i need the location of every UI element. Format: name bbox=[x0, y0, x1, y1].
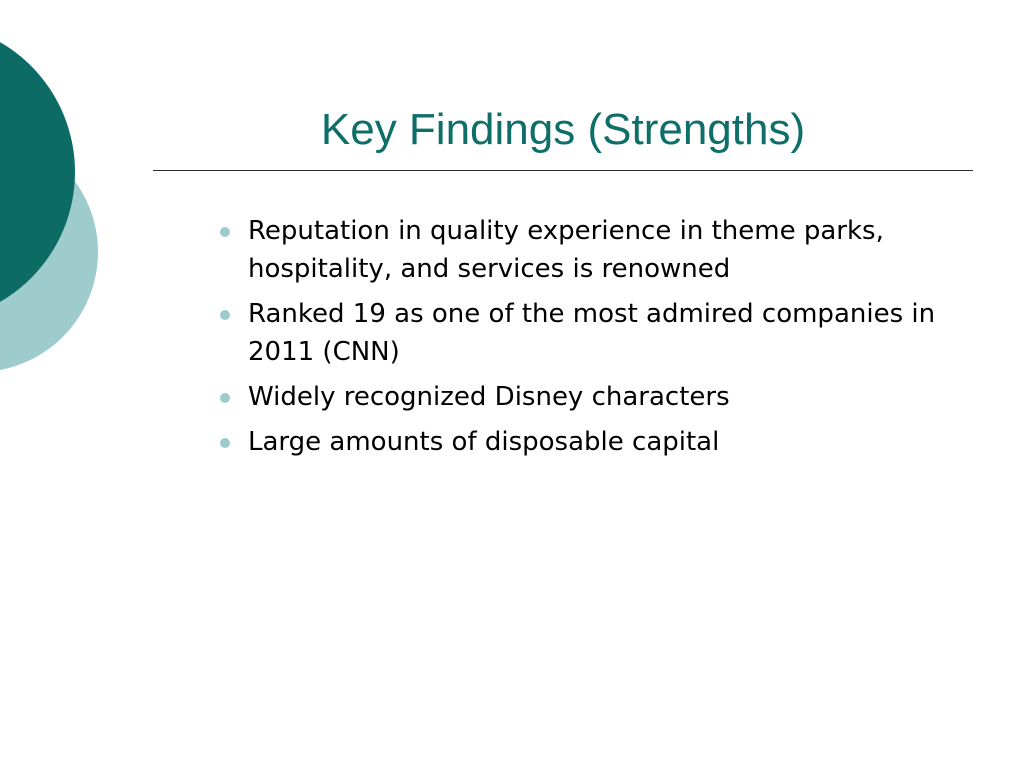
bullet-dot-icon bbox=[220, 393, 230, 403]
bullet-dot-icon bbox=[220, 227, 230, 237]
slide-title: Key Findings (Strengths) bbox=[320, 105, 806, 154]
bullet-text: Widely recognized Disney characters bbox=[248, 382, 730, 412]
bullet-list bbox=[214, 212, 974, 468]
bullet-item bbox=[214, 378, 974, 416]
bullet-dot-icon bbox=[220, 310, 230, 320]
decorative-circles bbox=[0, 0, 110, 410]
bullet-dot-icon bbox=[220, 438, 230, 448]
bullet-item bbox=[214, 212, 974, 288]
bullet-text: Reputation in quality experience in theme parks, hospitality, and services is renowned bbox=[248, 216, 884, 284]
bullet-text: Ranked 19 as one of the most admired companies in 2011 (CNN) bbox=[248, 299, 936, 367]
title-divider bbox=[153, 170, 973, 171]
bullet-item bbox=[214, 423, 974, 461]
bullet-item bbox=[214, 295, 974, 371]
bullet-text: Large amounts of disposable capital bbox=[248, 427, 720, 457]
